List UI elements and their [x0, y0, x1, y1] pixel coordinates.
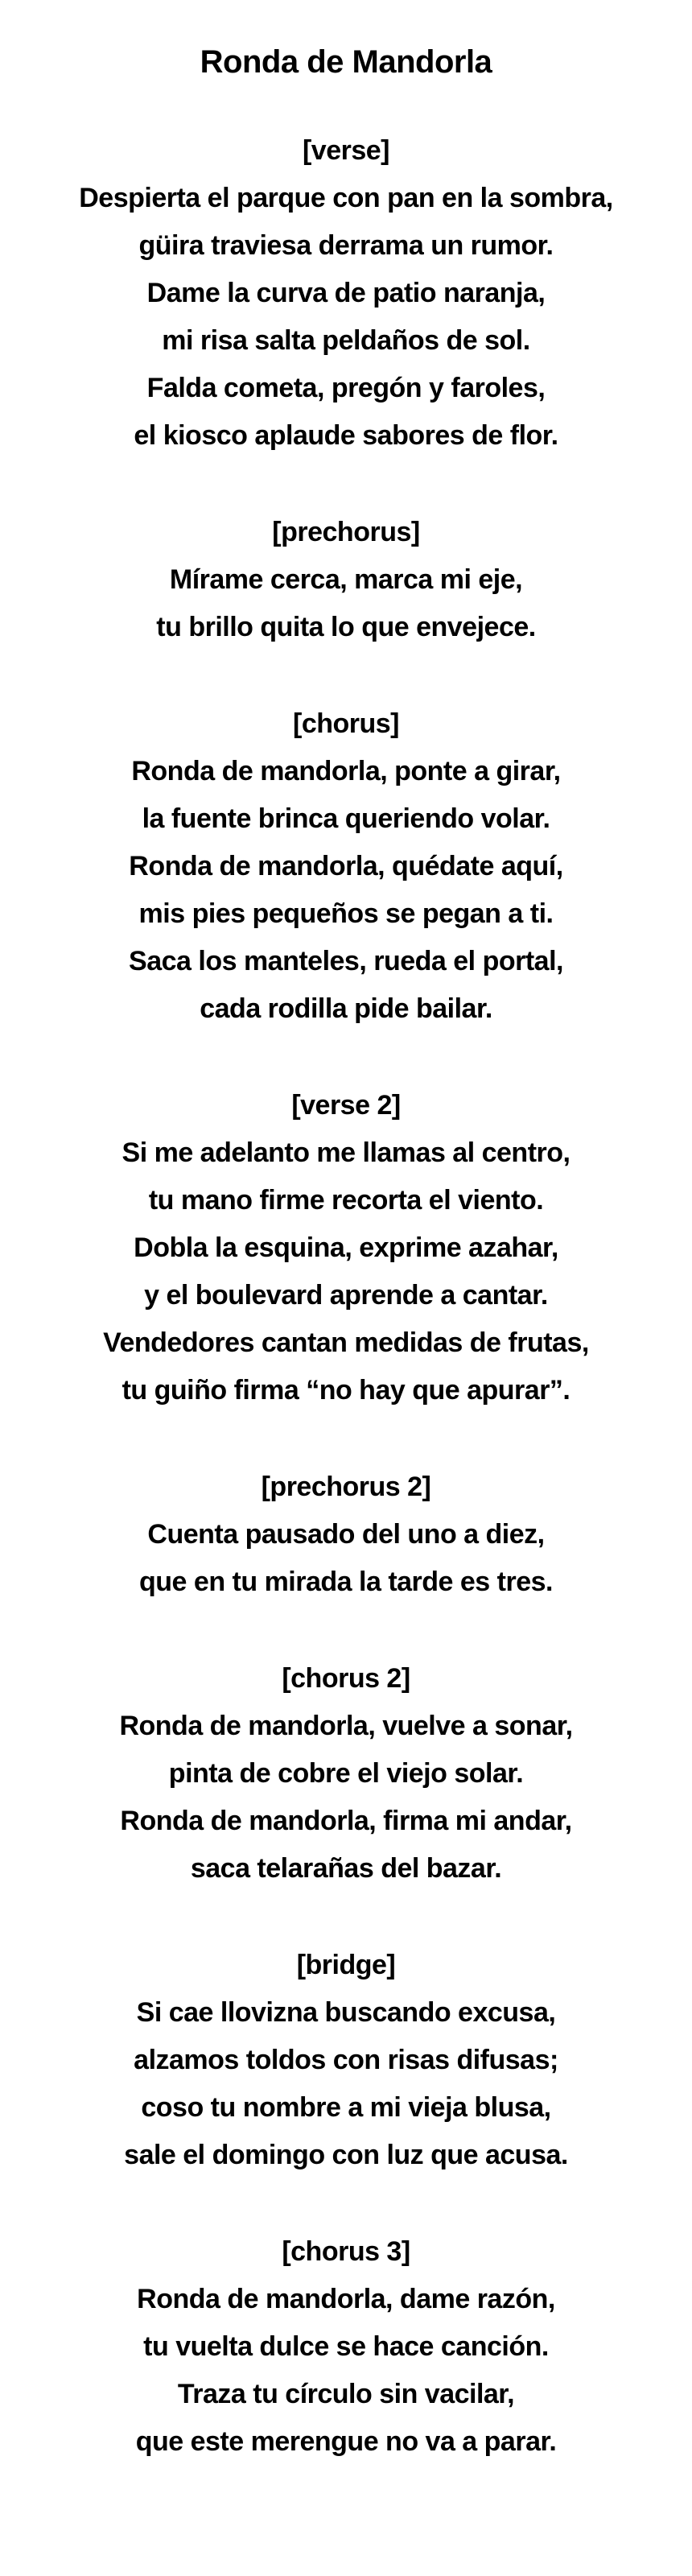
- lyric-line: que este merengue no va a parar.: [135, 2426, 557, 2457]
- section-label: [chorus]: [293, 708, 399, 739]
- song-title: Ronda de Mandorla: [200, 44, 492, 80]
- lyric-line: coso tu nombre a mi vieja blusa,: [141, 2092, 551, 2123]
- lyric-line: tu guiño firma “no hay que apurar”.: [122, 1375, 570, 1406]
- section-prechorus: [0, 509, 692, 651]
- lyric-line: Ronda de mandorla, vuelve a sonar,: [119, 1711, 573, 1741]
- section-verse: [0, 127, 692, 460]
- lyric-line: Ronda de mandorla, ponte a girar,: [131, 756, 561, 786]
- lyric-line: cada rodilla pide bailar.: [200, 993, 492, 1024]
- lyric-line: Cuenta pausado del uno a diez,: [147, 1519, 545, 1550]
- lyric-line: Vendedores cantan medidas de frutas,: [103, 1327, 589, 1358]
- section-prechorus-2: [0, 1463, 692, 1606]
- lyric-line: Saca los manteles, rueda el portal,: [129, 946, 563, 976]
- lyric-line: Traza tu círculo sin vacilar,: [177, 2379, 515, 2409]
- lyric-line: mis pies pequeños se pegan a ti.: [138, 898, 554, 929]
- lyric-line: Dobla la esquina, exprime azahar,: [134, 1232, 558, 1263]
- section-label: [prechorus]: [272, 517, 420, 547]
- lyric-line: güira traviesa derrama un rumor.: [138, 230, 554, 261]
- section-label: [prechorus 2]: [261, 1472, 431, 1502]
- lyric-line: Mírame cerca, marca mi eje,: [169, 564, 523, 595]
- lyric-line: Falda cometa, pregón y faroles,: [146, 373, 546, 403]
- section-label: [verse]: [302, 135, 389, 166]
- section-chorus: [0, 700, 692, 1033]
- lyric-line: sale el domingo con luz que acusa.: [124, 2140, 568, 2170]
- section-chorus-3: [0, 2228, 692, 2466]
- section-chorus-2: [0, 1655, 692, 1893]
- section-label: [bridge]: [296, 1950, 396, 1980]
- section-label: [chorus 3]: [282, 2236, 410, 2267]
- lyric-line: Despierta el parque con pan en la sombra,: [79, 183, 613, 213]
- section-label: [verse 2]: [291, 1090, 401, 1121]
- lyric-line: pinta de cobre el viejo solar.: [168, 1758, 524, 1789]
- lyric-line: Ronda de mandorla, quédate aquí,: [129, 851, 563, 881]
- lyric-line: tu vuelta dulce se hace canción.: [143, 2331, 549, 2362]
- section-label: [chorus 2]: [282, 1663, 410, 1694]
- lyric-line: el kiosco aplaude sabores de flor.: [134, 420, 558, 451]
- lyric-line: saca telarañas del bazar.: [190, 1853, 502, 1884]
- lyric-line: tu brillo quita lo que envejece.: [156, 612, 536, 642]
- lyric-line: y el boulevard aprende a cantar.: [144, 1280, 548, 1311]
- lyric-line: la fuente brinca queriendo volar.: [142, 803, 550, 834]
- lyric-line: mi risa salta peldaños de sol.: [162, 325, 530, 356]
- lyric-line: Si cae llovizna buscando excusa,: [136, 1997, 556, 2028]
- lyric-line: Ronda de mandorla, dame razón,: [137, 2284, 555, 2314]
- lyric-line: que en tu mirada la tarde es tres.: [139, 1567, 553, 1597]
- section-bridge: [0, 1942, 692, 2179]
- lyric-line: Si me adelanto me llamas al centro,: [122, 1137, 570, 1168]
- lyric-line: Ronda de mandorla, firma mi andar,: [120, 1806, 572, 1836]
- lyric-line: tu mano firme recorta el viento.: [148, 1185, 544, 1216]
- lyric-line: alzamos toldos con risas difusas;: [134, 2045, 558, 2075]
- section-verse-2: [0, 1082, 692, 1414]
- lyric-line: Dame la curva de patio naranja,: [146, 278, 546, 308]
